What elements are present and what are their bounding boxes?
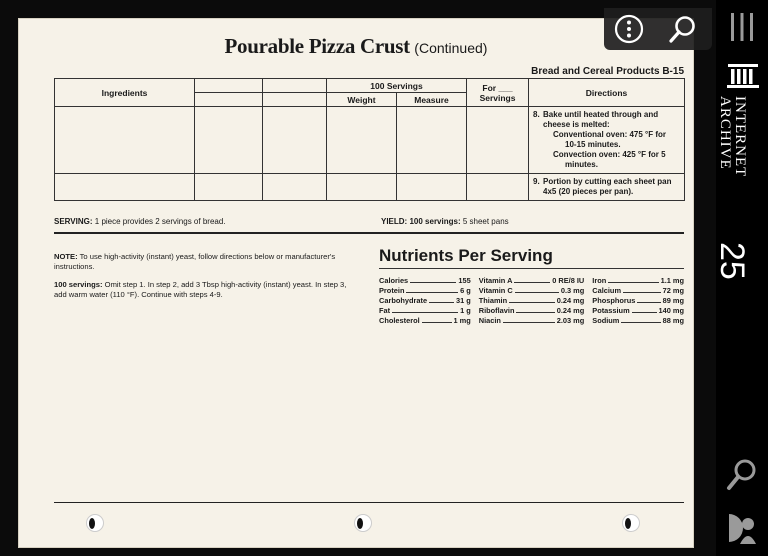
yield-info (381, 217, 509, 226)
nutrient-row (379, 275, 471, 285)
brand-line1: INTERNET (732, 96, 748, 178)
nutrient-row (479, 315, 585, 325)
search-icon[interactable] (726, 458, 758, 492)
search-icon[interactable] (668, 14, 698, 44)
nutrient-name: Cholesterol (379, 316, 420, 325)
step-number: 9. (533, 177, 540, 186)
yield-sub-label: 100 servings: (409, 217, 461, 226)
nutrient-row (379, 315, 471, 325)
nutrient-value: 0.24 mg (556, 296, 585, 305)
leader-line (406, 292, 458, 293)
section-label: Bread and Cereal Products B-15 (531, 66, 684, 77)
note-item: 100 servings: Omit step 1. In step 2, add 3 Tbsp high-activity (instant) yeast. In step 3, add warm water (110 °F). Continue with steps 4-9. (54, 279, 347, 299)
leader-line (410, 282, 456, 283)
nutrient-name: Vitamin C (478, 286, 513, 295)
step-number: 8. (533, 110, 540, 119)
binder-hole (622, 514, 640, 532)
direction-step-9 (529, 174, 685, 201)
header-for-servings: For ___ Servings (467, 79, 529, 107)
leader-line (514, 282, 550, 283)
header-blank-1 (195, 79, 263, 93)
nutrient-value: 0.3 mg (560, 286, 585, 295)
nutrient-name: Carbohydrate (379, 296, 428, 305)
nutrient-row (592, 305, 684, 315)
nutrient-value: 2.03 mg (556, 316, 585, 325)
header-ingredients: Ingredients (55, 79, 195, 107)
nutrient-name: Calcium (592, 286, 622, 295)
step-text: Bake until heated through and cheese is melted: (543, 110, 659, 129)
divider (54, 502, 684, 503)
divider (54, 232, 684, 234)
divider (379, 268, 684, 269)
hamburger-menu-icon[interactable] (728, 12, 756, 42)
leader-line (503, 322, 555, 323)
table-row (55, 107, 685, 174)
step-sub-cont: 10-15 minutes. (565, 140, 621, 149)
viewer-toolbar (604, 8, 712, 50)
nutrient-row (479, 305, 585, 315)
brand-line2: ARCHIVE (717, 96, 733, 170)
nutrient-name: Niacin (478, 316, 501, 325)
leader-line (429, 302, 454, 303)
leader-line (621, 322, 660, 323)
recipe-title-suffix: (Continued) (414, 40, 488, 56)
nutrient-value: 0 RE/8 IU (552, 276, 585, 285)
nutrients-column (592, 275, 684, 325)
nutrient-row (379, 295, 471, 305)
nutrient-row (379, 285, 471, 295)
header-weight: Weight (327, 93, 397, 107)
nutrient-value: 31 g (455, 296, 471, 305)
yield-label: YIELD: (381, 217, 408, 226)
nutrient-row (479, 275, 585, 285)
nutrients-grid (379, 275, 684, 325)
leader-line (637, 302, 660, 303)
binder-hole (86, 514, 104, 532)
nutrient-name: Vitamin A (478, 276, 513, 285)
leader-line (623, 292, 661, 293)
header-blank-3 (195, 93, 263, 107)
nutrients-column (379, 275, 471, 325)
leader-line (515, 292, 559, 293)
nutrient-value: 155 (458, 276, 471, 285)
audio-icon[interactable] (724, 510, 760, 546)
header-blank-2 (263, 79, 327, 93)
nutrient-value: 6 g (460, 286, 471, 295)
serving-info (54, 217, 226, 226)
step-sub-label: Conventional oven: 475 °F for (553, 130, 667, 139)
nutrient-value: 0.24 mg (556, 306, 585, 315)
recipe-table (54, 78, 685, 201)
brand-number: 25 (713, 242, 751, 280)
leader-line (422, 322, 452, 323)
nutrient-name: Phosphorus (592, 296, 636, 305)
nutrient-name: Riboflavin (478, 306, 515, 315)
nutrient-value: 1 g (460, 306, 471, 315)
nutrient-row (592, 285, 684, 295)
more-options-icon[interactable] (614, 14, 644, 44)
nutrient-value: 1 mg (453, 316, 471, 325)
recipe-title-main: Pourable Pizza Crust (224, 34, 410, 58)
nutrient-row (592, 295, 684, 305)
nutrient-name: Thiamin (478, 296, 508, 305)
nutrient-name: Potassium (592, 306, 630, 315)
header-directions: Directions (529, 79, 685, 107)
nutrient-row (592, 275, 684, 285)
header-blank-4 (263, 93, 327, 107)
table-row (55, 174, 685, 201)
leader-line (392, 312, 458, 313)
yield-text: 5 sheet pans (462, 217, 509, 226)
nutrient-value: 88 mg (662, 316, 685, 325)
nutrient-value: 1.1 mg (660, 276, 685, 285)
step-text: Portion by cutting each sheet pan 4x5 (20 pieces per pan). (543, 177, 672, 196)
nutrient-name: Sodium (592, 316, 620, 325)
header-measure: Measure (397, 93, 467, 107)
note-item: NOTE: To use high-activity (instant) yeast, follow directions below or manufacturer's instructions. (54, 252, 336, 271)
nutrient-row (379, 305, 471, 315)
nutrients-column (479, 275, 585, 325)
nutrient-value: 140 mg (658, 306, 685, 315)
step-sub-cont: minutes. (565, 160, 598, 169)
leader-line (509, 302, 555, 303)
step-sub-label: Convection oven: 425 °F for 5 (553, 150, 666, 159)
document-page (18, 18, 694, 548)
nutrient-row (479, 295, 585, 305)
header-100-servings: 100 Servings (327, 79, 467, 93)
internet-archive-logo[interactable] (713, 62, 766, 292)
nutrient-name: Calories (379, 276, 409, 285)
leader-line (608, 282, 658, 283)
nutrient-value: 72 mg (662, 286, 685, 295)
nutrient-name: Fat (379, 306, 391, 315)
internet-archive-sidebar (713, 0, 768, 556)
nutrient-name: Iron (592, 276, 607, 285)
notes (54, 252, 354, 307)
binder-hole (354, 514, 372, 532)
serving-text: 1 piece provides 2 servings of bread. (94, 217, 226, 226)
recipe-title (18, 36, 694, 57)
nutrient-value: 89 mg (662, 296, 685, 305)
leader-line (632, 312, 657, 313)
direction-step-8 (529, 107, 685, 174)
serving-label: SERVING: (54, 217, 93, 226)
nutrient-name: Protein (379, 286, 405, 295)
nutrient-row (592, 315, 684, 325)
nutrient-row (479, 285, 585, 295)
nutrients-title: Nutrients Per Serving (379, 246, 553, 265)
leader-line (516, 312, 554, 313)
